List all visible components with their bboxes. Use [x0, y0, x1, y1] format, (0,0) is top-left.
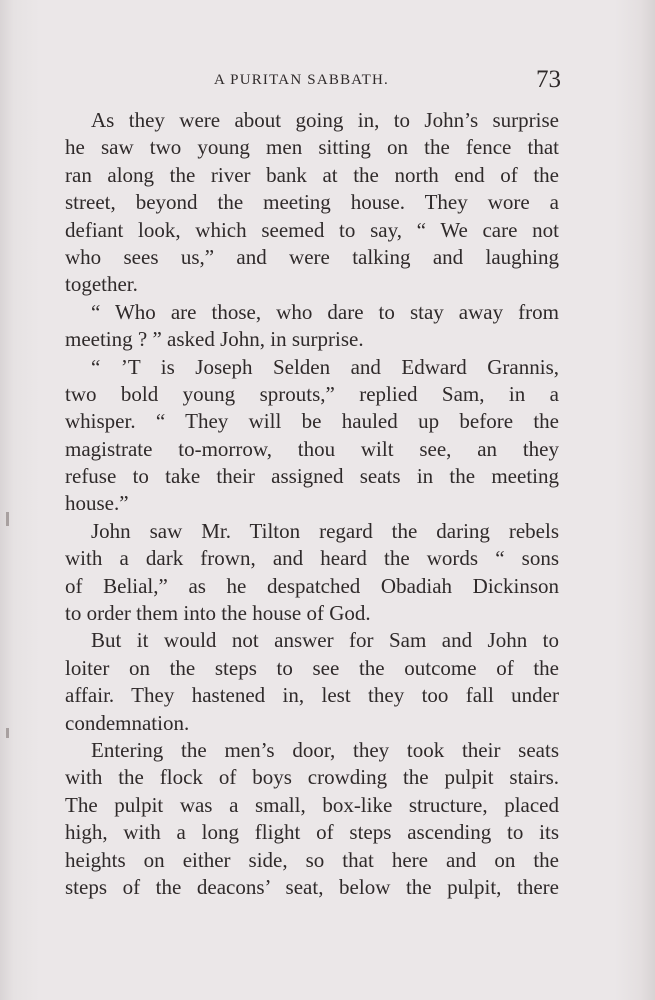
text-line: loiter on the steps to see the outcome of the	[65, 655, 559, 680]
page-number: 73	[536, 66, 561, 93]
text-line: of Belial,” as he despatched Obadiah Dickinson	[65, 573, 559, 598]
body-text	[65, 107, 559, 901]
text-line: The pulpit was a small, box-like structure, placed	[65, 792, 559, 817]
text-line: together.	[65, 272, 138, 297]
text-line: But it would not answer for Sam and John to	[91, 628, 559, 653]
text-line: John saw Mr. Tilton regard the daring rebels	[91, 518, 559, 543]
text-line: “ Who are those, who dare to stay away from	[91, 299, 559, 324]
text-line: street, beyond the meeting house. They wore a	[65, 190, 559, 215]
text-line: to order them into the house of God.	[65, 601, 371, 626]
text-line: defiant look, which seemed to say, “ We care not	[65, 217, 559, 242]
text-line: As they were about going in, to John’s surprise	[91, 108, 559, 132]
text-line: with a dark frown, and heard the words “ sons	[65, 546, 559, 571]
text-line: heights on either side, so that here and on the	[65, 847, 559, 872]
text-line: he saw two young men sitting on the fence that	[65, 135, 559, 160]
text-line: “ ’T is Joseph Selden and Edward Grannis,	[91, 354, 559, 379]
text-line: two bold young sprouts,” replied Sam, in a	[65, 381, 559, 406]
text-line: high, with a long flight of steps ascending to its	[65, 820, 559, 845]
text-line: affair. They hastened in, lest they too fall under	[65, 683, 559, 708]
gutter-mark	[6, 512, 9, 526]
text-line: steps of the deacons’ seat, below the pulpit, there	[65, 874, 559, 899]
text-line: ran along the river bank at the north end of the	[65, 162, 559, 187]
gutter-mark	[6, 728, 9, 738]
text-line: whisper. “ They will be hauled up before the	[65, 409, 559, 434]
text-line: refuse to take their assigned seats in the meeting	[65, 464, 559, 489]
text-line: house.”	[65, 491, 129, 516]
text-line: meeting ? ” asked John, in surprise.	[65, 327, 364, 352]
text-line: who sees us,” and were talking and laughing	[65, 244, 559, 269]
text-line: with the flock of boys crowding the pulpit stairs.	[65, 765, 559, 790]
running-head: A PURITAN SABBATH.	[214, 72, 390, 88]
text-line: condemnation.	[65, 710, 190, 735]
text-line: magistrate to-morrow, thou wilt see, an they	[65, 436, 559, 461]
text-line: Entering the men’s door, they took their seats	[91, 737, 559, 762]
page-header	[0, 68, 655, 98]
